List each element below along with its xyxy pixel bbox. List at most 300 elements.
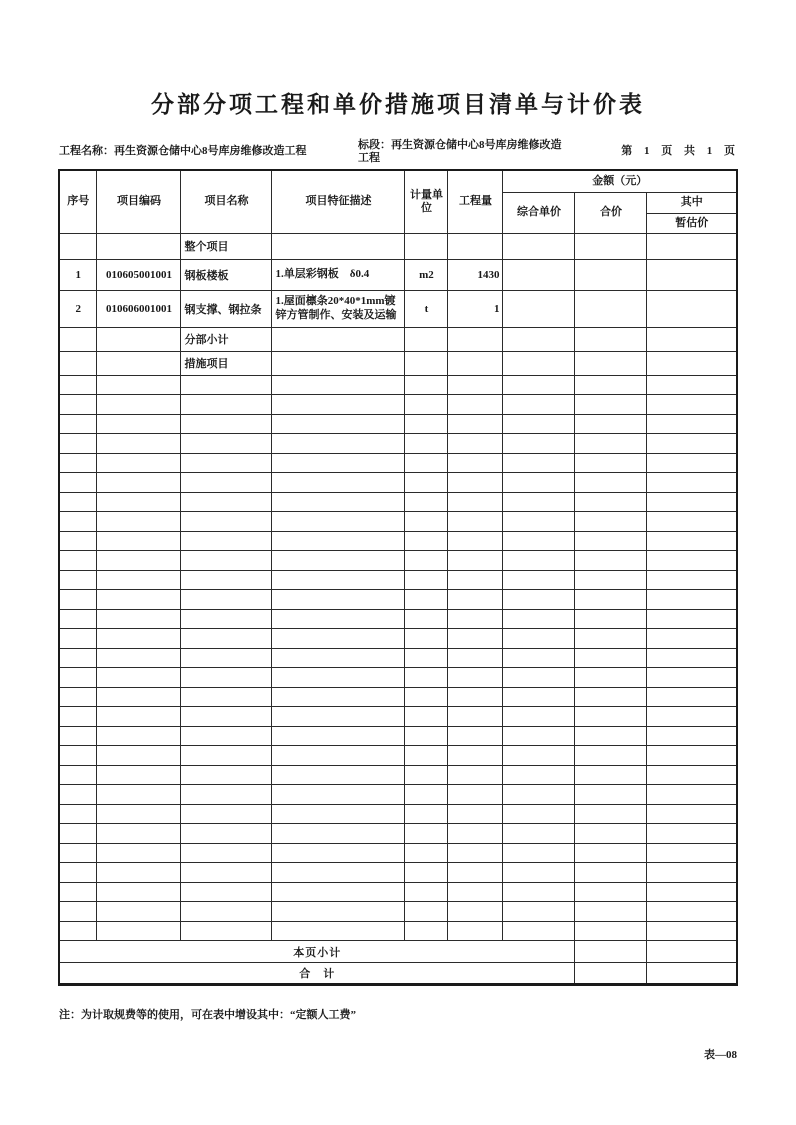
empty-cell: [448, 551, 503, 571]
empty-cell: [59, 746, 97, 766]
empty-cell: [59, 512, 97, 532]
empty-cell: [272, 726, 405, 746]
table-row-empty: [59, 726, 737, 746]
empty-cell: [448, 648, 503, 668]
table-body: [59, 233, 737, 941]
table-row-empty: [59, 492, 737, 512]
empty-cell: [59, 551, 97, 571]
empty-cell: [272, 512, 405, 532]
empty-cell: [503, 804, 575, 824]
empty-cell: [647, 453, 737, 473]
empty-cell: [97, 434, 181, 454]
cell-name: 钢板楼板: [181, 259, 272, 290]
boq-table: [58, 169, 738, 986]
empty-cell: [97, 902, 181, 922]
empty-cell: [97, 921, 181, 941]
empty-cell: [575, 707, 647, 727]
table-row-empty: [59, 707, 737, 727]
empty-cell: [272, 570, 405, 590]
empty-cell: [59, 414, 97, 434]
grand-total-total-price-cell: [575, 963, 647, 985]
empty-cell: [575, 590, 647, 610]
empty-cell: [97, 473, 181, 493]
cell-provisional: [647, 327, 737, 351]
empty-cell: [575, 453, 647, 473]
empty-cell: [448, 434, 503, 454]
page-subtotal-row: [59, 941, 737, 963]
empty-cell: [97, 570, 181, 590]
empty-cell: [272, 492, 405, 512]
empty-cell: [405, 609, 448, 629]
cell-name: 整个项目: [181, 233, 272, 259]
table-row-empty: [59, 687, 737, 707]
empty-cell: [575, 395, 647, 415]
table-row-empty: [59, 375, 737, 395]
empty-cell: [405, 707, 448, 727]
empty-cell: [272, 765, 405, 785]
empty-cell: [503, 570, 575, 590]
empty-cell: [59, 590, 97, 610]
cell-total-price: [575, 233, 647, 259]
table-row-empty: [59, 414, 737, 434]
cell-code: [97, 351, 181, 375]
empty-cell: [59, 492, 97, 512]
cell-feature: [272, 351, 405, 375]
empty-cell: [503, 414, 575, 434]
cell-unit: t: [405, 290, 448, 327]
empty-cell: [272, 453, 405, 473]
empty-cell: [59, 609, 97, 629]
empty-cell: [405, 551, 448, 571]
empty-cell: [503, 531, 575, 551]
empty-cell: [647, 726, 737, 746]
table-row-empty: [59, 531, 737, 551]
table-row-empty: [59, 843, 737, 863]
empty-cell: [448, 375, 503, 395]
empty-cell: [59, 668, 97, 688]
empty-cell: [647, 746, 737, 766]
empty-cell: [503, 902, 575, 922]
empty-cell: [448, 629, 503, 649]
cell-feature: 1.屋面檩条20*40*1mm镀锌方管制作、安装及运输: [272, 290, 405, 327]
empty-cell: [272, 921, 405, 941]
empty-cell: [97, 824, 181, 844]
table-row-empty: [59, 824, 737, 844]
empty-cell: [181, 531, 272, 551]
empty-cell: [181, 882, 272, 902]
section-name: [358, 139, 564, 165]
empty-cell: [575, 804, 647, 824]
empty-cell: [575, 726, 647, 746]
table-row-empty: [59, 434, 737, 454]
empty-cell: [647, 590, 737, 610]
empty-cell: [181, 726, 272, 746]
table-row-empty: [59, 629, 737, 649]
empty-cell: [97, 453, 181, 473]
empty-cell: [181, 707, 272, 727]
cell-unit: [405, 327, 448, 351]
empty-cell: [503, 687, 575, 707]
empty-cell: [181, 512, 272, 532]
empty-cell: [647, 609, 737, 629]
empty-cell: [97, 590, 181, 610]
section-value: 再生资源仓储中心8号库房维修改造工程: [358, 139, 562, 165]
empty-cell: [97, 746, 181, 766]
cell-seq: [59, 351, 97, 375]
empty-cell: [575, 492, 647, 512]
empty-cell: [97, 804, 181, 824]
table-row-empty: [59, 882, 737, 902]
table-row-empty: [59, 648, 737, 668]
empty-cell: [97, 668, 181, 688]
table-row-empty: [59, 804, 737, 824]
empty-cell: [405, 570, 448, 590]
table-row: [59, 233, 737, 259]
cell-qty: 1430: [448, 259, 503, 290]
empty-cell: [97, 531, 181, 551]
empty-cell: [575, 609, 647, 629]
empty-cell: [448, 395, 503, 415]
empty-cell: [647, 765, 737, 785]
empty-cell: [405, 765, 448, 785]
empty-cell: [59, 902, 97, 922]
page-subtotal-total-price-cell: [575, 941, 647, 963]
empty-cell: [97, 707, 181, 727]
empty-cell: [575, 882, 647, 902]
col-header-seq: 序号: [59, 170, 97, 233]
empty-cell: [503, 648, 575, 668]
empty-cell: [405, 882, 448, 902]
empty-cell: [272, 551, 405, 571]
table-row-empty: [59, 668, 737, 688]
empty-cell: [503, 882, 575, 902]
table-row-empty: [59, 453, 737, 473]
cell-qty: [448, 351, 503, 375]
empty-cell: [647, 785, 737, 805]
empty-cell: [181, 453, 272, 473]
empty-cell: [59, 453, 97, 473]
cell-unit-price: [503, 290, 575, 327]
cell-qty: [448, 233, 503, 259]
empty-cell: [503, 492, 575, 512]
empty-cell: [503, 551, 575, 571]
empty-cell: [575, 512, 647, 532]
empty-cell: [503, 375, 575, 395]
empty-cell: [647, 882, 737, 902]
empty-cell: [448, 531, 503, 551]
empty-cell: [272, 824, 405, 844]
table-row-empty: [59, 921, 737, 941]
empty-cell: [59, 824, 97, 844]
empty-cell: [448, 707, 503, 727]
cell-unit: [405, 233, 448, 259]
empty-cell: [575, 414, 647, 434]
grand-total-provisional-cell: [647, 963, 737, 985]
empty-cell: [647, 434, 737, 454]
table-footer: [59, 941, 737, 985]
empty-cell: [97, 512, 181, 532]
empty-cell: [59, 687, 97, 707]
table-row: [59, 351, 737, 375]
empty-cell: [59, 375, 97, 395]
empty-cell: [59, 843, 97, 863]
project-name-value: 再生资源仓储中心8号库房维修改造工程: [114, 145, 307, 157]
empty-cell: [59, 707, 97, 727]
empty-cell: [59, 804, 97, 824]
empty-cell: [405, 726, 448, 746]
empty-cell: [181, 414, 272, 434]
empty-cell: [97, 375, 181, 395]
empty-cell: [181, 375, 272, 395]
empty-cell: [503, 590, 575, 610]
cell-feature: [272, 327, 405, 351]
table-row-empty: [59, 765, 737, 785]
empty-cell: [575, 765, 647, 785]
empty-cell: [59, 648, 97, 668]
empty-cell: [59, 395, 97, 415]
empty-cell: [575, 921, 647, 941]
empty-cell: [448, 492, 503, 512]
cell-code: 010606001001: [97, 290, 181, 327]
col-header-name: 项目名称: [181, 170, 272, 233]
cell-unit-price: [503, 327, 575, 351]
cell-feature: [272, 233, 405, 259]
empty-cell: [503, 707, 575, 727]
empty-cell: [181, 629, 272, 649]
empty-cell: [405, 473, 448, 493]
empty-cell: [272, 648, 405, 668]
empty-cell: [405, 512, 448, 532]
table-row-empty: [59, 863, 737, 883]
cell-qty: 1: [448, 290, 503, 327]
empty-cell: [647, 512, 737, 532]
empty-cell: [575, 473, 647, 493]
empty-cell: [503, 395, 575, 415]
cell-provisional: [647, 259, 737, 290]
table-row: [59, 259, 737, 290]
empty-cell: [503, 785, 575, 805]
empty-cell: [181, 843, 272, 863]
table-row-empty: [59, 746, 737, 766]
empty-cell: [59, 570, 97, 590]
cell-total-price: [575, 327, 647, 351]
empty-cell: [59, 473, 97, 493]
project-name: [59, 142, 335, 158]
empty-cell: [575, 902, 647, 922]
cell-total-price: [575, 351, 647, 375]
col-header-qty: 工程量: [448, 170, 503, 233]
empty-cell: [575, 629, 647, 649]
cell-name: 钢支撑、钢拉条: [181, 290, 272, 327]
empty-cell: [272, 395, 405, 415]
cell-provisional: [647, 233, 737, 259]
section-label: 标段：: [358, 139, 391, 151]
empty-cell: [181, 902, 272, 922]
cell-unit-price: [503, 259, 575, 290]
empty-cell: [97, 629, 181, 649]
empty-cell: [272, 375, 405, 395]
col-header-total-price: 合价: [575, 192, 647, 233]
empty-cell: [272, 434, 405, 454]
empty-cell: [272, 804, 405, 824]
empty-cell: [272, 687, 405, 707]
form-code: 表—08: [704, 1049, 737, 1061]
empty-cell: [647, 843, 737, 863]
empty-cell: [405, 863, 448, 883]
empty-cell: [647, 531, 737, 551]
empty-cell: [448, 785, 503, 805]
empty-cell: [59, 629, 97, 649]
cell-seq: 2: [59, 290, 97, 327]
note: 注：为计取规费等的使用，可在表中增设其中：“定额人工费”: [59, 1009, 356, 1021]
col-header-provisional: 暂估价: [647, 213, 737, 233]
empty-cell: [181, 590, 272, 610]
empty-cell: [575, 648, 647, 668]
empty-cell: [647, 551, 737, 571]
empty-cell: [59, 863, 97, 883]
empty-cell: [405, 395, 448, 415]
empty-cell: [647, 863, 737, 883]
table-row-empty: [59, 609, 737, 629]
empty-cell: [575, 687, 647, 707]
empty-cell: [503, 746, 575, 766]
empty-cell: [503, 668, 575, 688]
empty-cell: [405, 785, 448, 805]
empty-cell: [503, 843, 575, 863]
page-title: 分部分项工程和单价措施项目清单与计价表: [151, 92, 645, 117]
grand-total-label: 合 计: [59, 963, 575, 985]
empty-cell: [575, 375, 647, 395]
empty-cell: [647, 375, 737, 395]
empty-cell: [448, 746, 503, 766]
empty-cell: [575, 863, 647, 883]
empty-cell: [448, 726, 503, 746]
empty-cell: [97, 863, 181, 883]
cell-unit: m2: [405, 259, 448, 290]
empty-cell: [448, 512, 503, 532]
empty-cell: [503, 824, 575, 844]
empty-cell: [503, 726, 575, 746]
cell-code: [97, 327, 181, 351]
empty-cell: [503, 863, 575, 883]
empty-cell: [503, 921, 575, 941]
empty-cell: [647, 629, 737, 649]
empty-cell: [181, 434, 272, 454]
empty-cell: [647, 492, 737, 512]
empty-cell: [575, 668, 647, 688]
empty-cell: [59, 531, 97, 551]
cell-total-price: [575, 290, 647, 327]
empty-cell: [647, 648, 737, 668]
empty-cell: [575, 570, 647, 590]
empty-cell: [448, 863, 503, 883]
table-row: [59, 290, 737, 327]
empty-cell: [181, 863, 272, 883]
empty-cell: [575, 551, 647, 571]
cell-provisional: [647, 351, 737, 375]
cell-code: [97, 233, 181, 259]
table-header-row-1: [59, 170, 737, 192]
empty-cell: [181, 492, 272, 512]
empty-cell: [59, 785, 97, 805]
empty-cell: [405, 492, 448, 512]
info-row: [59, 139, 737, 166]
empty-cell: [272, 590, 405, 610]
empty-cell: [405, 668, 448, 688]
empty-cell: [181, 804, 272, 824]
empty-cell: [448, 668, 503, 688]
empty-cell: [647, 395, 737, 415]
empty-cell: [97, 551, 181, 571]
cell-qty: [448, 327, 503, 351]
empty-cell: [448, 902, 503, 922]
empty-cell: [575, 746, 647, 766]
empty-cell: [405, 648, 448, 668]
empty-cell: [181, 921, 272, 941]
col-header-code: 项目编码: [97, 170, 181, 233]
empty-cell: [405, 902, 448, 922]
empty-cell: [97, 785, 181, 805]
cell-unit: [405, 351, 448, 375]
page-number: 第 1 页 共 1 页: [621, 145, 737, 157]
cell-seq: 1: [59, 259, 97, 290]
empty-cell: [181, 551, 272, 571]
empty-cell: [405, 414, 448, 434]
empty-cell: [181, 687, 272, 707]
empty-cell: [448, 843, 503, 863]
empty-cell: [59, 765, 97, 785]
empty-cell: [97, 395, 181, 415]
table-row-empty: [59, 473, 737, 493]
empty-cell: [647, 804, 737, 824]
empty-cell: [647, 824, 737, 844]
empty-cell: [181, 473, 272, 493]
empty-cell: [448, 414, 503, 434]
empty-cell: [272, 473, 405, 493]
empty-cell: [272, 902, 405, 922]
cell-unit-price: [503, 351, 575, 375]
table-row-empty: [59, 551, 737, 571]
col-header-unit: 计量单位: [405, 170, 448, 233]
empty-cell: [181, 668, 272, 688]
empty-cell: [575, 843, 647, 863]
empty-cell: [181, 570, 272, 590]
project-name-label: 工程名称：: [59, 145, 114, 157]
empty-cell: [97, 687, 181, 707]
empty-cell: [181, 609, 272, 629]
table-row-empty: [59, 570, 737, 590]
empty-cell: [405, 746, 448, 766]
empty-cell: [272, 531, 405, 551]
empty-cell: [448, 765, 503, 785]
empty-cell: [405, 590, 448, 610]
table-row: [59, 327, 737, 351]
empty-cell: [448, 590, 503, 610]
empty-cell: [272, 629, 405, 649]
empty-cell: [181, 648, 272, 668]
table-row-empty: [59, 395, 737, 415]
empty-cell: [448, 824, 503, 844]
cell-provisional: [647, 290, 737, 327]
page-subtotal-label: 本页小计: [59, 941, 575, 963]
empty-cell: [647, 473, 737, 493]
empty-cell: [405, 531, 448, 551]
empty-cell: [575, 531, 647, 551]
empty-cell: [503, 434, 575, 454]
col-header-of-which: 其中: [647, 192, 737, 213]
empty-cell: [181, 824, 272, 844]
empty-cell: [59, 882, 97, 902]
